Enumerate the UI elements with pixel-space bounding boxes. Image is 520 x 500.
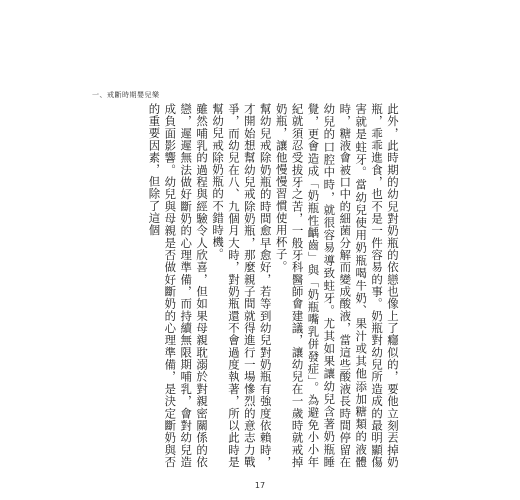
page-number: 17 <box>254 481 266 490</box>
body-text <box>147 103 400 468</box>
paragraph-1: 此外，此時期的幼兒對奶瓶的依戀也像上了癮似的，要他立刻丟掉奶瓶，乖乖進食，也不是一件容易的事。奶瓶對幼兒所造成的最明顯傷害就是蛀牙。當幼兒使用奶瓶喝牛奶、果汁或其他添加糖類的液體時，糖液會被口中的細菌分解而變成酸液，當這些酸液長時間停留在幼兒的口腔中時，就很容易導致蛀牙。尤其如果讓幼兒含著奶瓶睡覺，更會造成「奶瓶性齲齒」與「奶瓶嘴乳併發症」。為避免小小年紀就須忍受拔牙之苦，一般牙科醫師會建議，讓幼兒在一歲時就戒掉奶瓶，讓他慢慢習慣使用杯子。 <box>274 103 400 468</box>
running-header: 一、戒斷時期嬰兒樂 <box>92 91 160 99</box>
paragraph-3: 雖然哺乳的過程與經驗令人欣喜，但如果母親耽溺於對親密關係的依戀，遲遲無法做好斷奶的心理準備，而持續無限期哺乳，會對幼兒造成負面影響。幼兒與母親是否做好斷奶的心理準備，是決定斷奶與否的重要因素，但除了這個 <box>147 103 210 468</box>
paragraph-2: 幫幼兒戒除奶瓶的時間愈早愈好，若等到幼兒對奶瓶有強度依賴時，才開始想幫幼兒戒除奶瓶，那麼親子間就得進行一場慘烈的意志力戰爭，而幼兒在八、九個月大時，對奶瓶還不會過度執著，所以此時是幫幼兒戒除奶瓶的不錯時機。 <box>211 103 273 468</box>
